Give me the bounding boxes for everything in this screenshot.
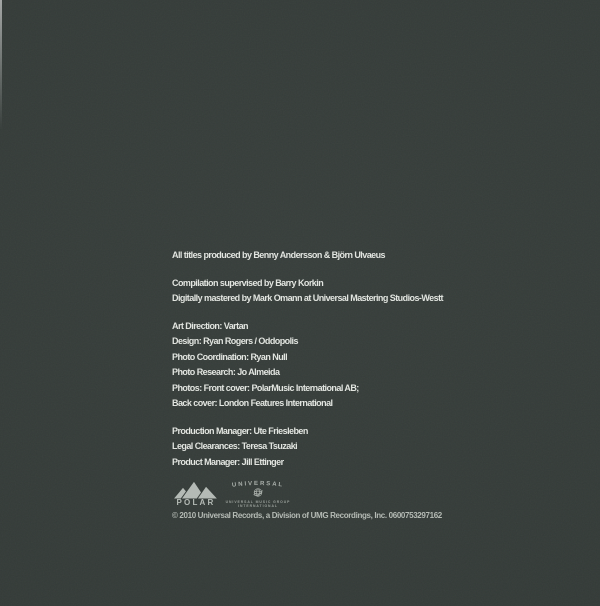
credits-paragraph-art — [172, 319, 552, 412]
credit-line: Legal Clearances: Teresa Tsuzaki — [172, 441, 298, 451]
polar-music-logo — [172, 480, 220, 507]
credit-line: Back cover: London Features International — [172, 398, 333, 408]
credit-line: Photo Research: Jo Almeida — [172, 367, 280, 377]
universal-music-logo — [222, 478, 294, 508]
svg-text:UNIVERSAL: UNIVERSAL — [231, 480, 285, 489]
credit-line: All titles produced by Benny Andersson & Björn Ulvaeus — [172, 250, 386, 260]
universal-globe-icon — [222, 478, 294, 508]
credits-paragraph-mastering — [172, 276, 552, 307]
scan-edge-highlight — [0, 0, 2, 130]
copyright-line: © 2010 Universal Records, a Division of UMG Recordings, Inc. 0600753297162 — [172, 511, 442, 520]
credit-line: Compilation supervised by Barry Korkin — [172, 277, 324, 288]
polar-wordmark: POLAR — [176, 498, 216, 507]
credits-block — [172, 248, 552, 482]
polar-mountains-icon — [173, 480, 219, 499]
credit-line: Production Manager: Ute Friesleben — [172, 425, 308, 436]
credit-line: Digitally mastered by Mark Omann at Universal Mastering Studios-Westt — [172, 293, 443, 303]
credit-line: Photos: Front cover: PolarMusic International AB; — [172, 382, 359, 393]
credit-line: Product Manager: Jill Ettinger — [172, 456, 284, 467]
credit-line: Photo Coordination: Ryan Null — [172, 351, 288, 362]
svg-text:INTERNATIONAL: INTERNATIONAL — [238, 504, 278, 508]
credit-line: Design: Ryan Rogers / Oddopolis — [172, 336, 298, 346]
credits-paragraph-production — [172, 248, 552, 264]
credits-paragraph-management — [172, 424, 552, 471]
svg-text:UNIVERSAL MUSIC GROUP: UNIVERSAL MUSIC GROUP — [225, 500, 291, 504]
credit-line: Art Direction: Vartan — [172, 320, 248, 331]
